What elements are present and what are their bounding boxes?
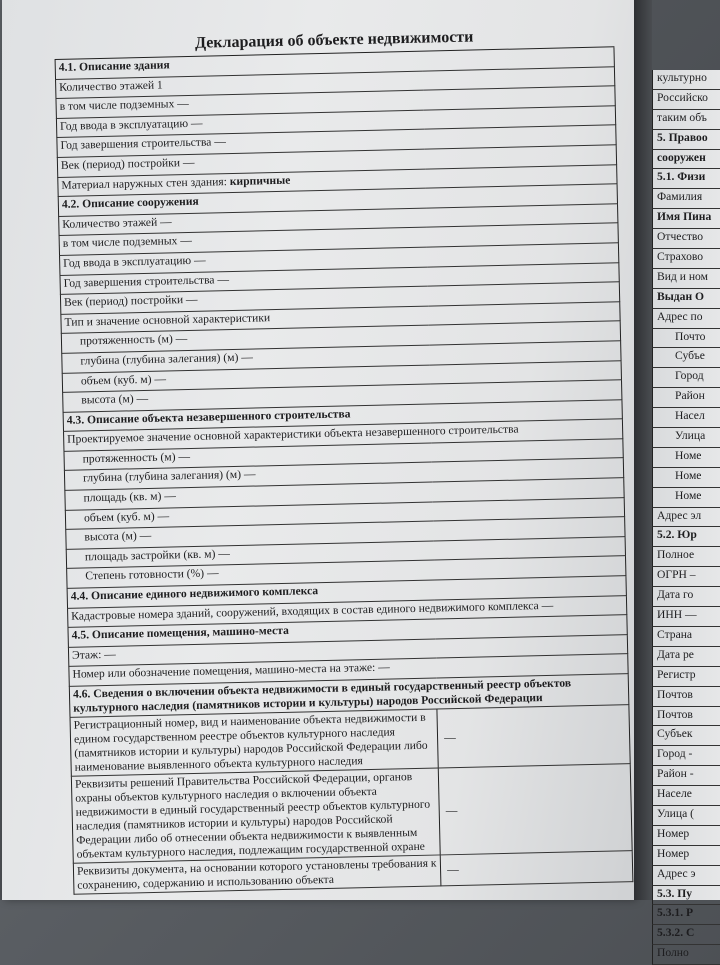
form-row-text: протяженность (м) — <box>61 321 620 353</box>
form-row-text: высота (м) — <box>66 517 625 549</box>
form-row-text: Год завершения строительства — <box>60 262 619 294</box>
right-page-row: 5.2. Юр <box>652 527 720 547</box>
form-row-text: объем (куб. м) — <box>65 497 624 529</box>
right-page-row: Почто <box>652 329 720 349</box>
right-page-row: Город - <box>652 746 720 766</box>
section-title: 4.4. Описание единого недвижимого комплекса <box>67 576 626 608</box>
form-row-text: Количество этажей — <box>59 204 618 236</box>
right-page-row: Район <box>652 388 720 408</box>
right-page-row: Дата ре <box>652 647 720 667</box>
form-row-text: Год ввода в эксплуатацию — <box>56 106 615 138</box>
right-page-row: Район - <box>652 766 720 786</box>
right-page-row: Насел <box>652 408 720 428</box>
right-page-row: 5.3.1. Р <box>652 905 720 925</box>
form-row-text: Количество этажей 1 <box>56 66 615 98</box>
right-page-row: 5. Правоо <box>652 130 720 150</box>
right-page-row: сооружен <box>652 150 720 170</box>
right-page-row: Вид и ном <box>652 269 720 289</box>
form-row-text: площадь (кв. м) — <box>65 478 624 510</box>
heritage-row-value: — <box>438 764 632 855</box>
right-page-row: Российско <box>652 90 720 110</box>
form-row-text: площадь застройки (кв. м) — <box>66 537 625 569</box>
right-page-row: Полное <box>652 547 720 567</box>
form-row-text: Год ввода в эксплуатацию — <box>60 243 619 275</box>
book-gutter <box>634 0 652 900</box>
right-page-row: Регистр <box>652 667 720 687</box>
heritage-row <box>71 764 632 864</box>
right-page-row: 5.3. Пу <box>652 886 720 906</box>
right-page-row: Дата го <box>652 587 720 607</box>
right-page-row: ИНН — <box>652 607 720 627</box>
section-title: 4.1. Описание здания <box>55 47 614 79</box>
right-page-row: 5.1. Физи <box>652 169 720 189</box>
form-row-text: Этаж: — <box>68 634 627 666</box>
page-title: Декларация об объекте недвижимости <box>54 21 614 60</box>
right-page-row: Страхово <box>652 249 720 269</box>
form-row-text: глубина (глубина залегания) (м) — <box>64 458 623 490</box>
right-page-row: Почтов <box>652 687 720 707</box>
section-title: 4.2. Описание сооружения <box>58 184 617 216</box>
form-row-text: Степень готовности (%) — <box>67 556 626 588</box>
right-page-rows <box>652 70 720 965</box>
heritage-row-label: Реквизиты документа, на основании которого установлены требования к сохранению, содержанию и использованию объекта <box>73 855 441 894</box>
form-row-text: Год завершения строительства — <box>57 125 616 157</box>
form-row-text: в том числе подземных — <box>59 223 618 255</box>
right-page-row: Улица <box>652 428 720 448</box>
right-page-row: таким объ <box>652 110 720 130</box>
right-page-row: Субъе <box>652 348 720 368</box>
form-row-text: высота (м) — <box>63 380 622 412</box>
heritage-row-label: Реквизиты решений Правительства Российской Федерации, органов охраны объектов культурного наследия о включении объекта недвижимости в единый государственный реестр объектов культурного наследия (памятников истории и культуры) народов Российской Федерации либо об отнесении объекта недвижимости к выявленным объектам культурного наследия, подлежащим государственной охране <box>71 768 440 863</box>
right-page-row: Выдан О <box>652 289 720 309</box>
form-row-text: Тип и значение основной характеристики <box>61 301 620 333</box>
right-page-row: Страна <box>652 627 720 647</box>
right-page-row: 5.3.2. С <box>652 925 720 945</box>
right-page-row: Город <box>652 368 720 388</box>
right-page-row: Адрес по <box>652 309 720 329</box>
form-row-text: Век (период) постройки — <box>57 145 616 177</box>
heritage-row-value: — <box>437 705 630 768</box>
section-4-6-title: 4.6. Сведения о включении объекта недвижимости в единый государственный реестр объектов культурного наследия (памятников истории и культуры) народов Российской Федерации <box>69 674 629 718</box>
right-page-row: Фамилия <box>652 189 720 209</box>
form-row-text: объем (куб. м) — <box>62 360 621 392</box>
left-page <box>2 0 634 900</box>
form-row-value: кирпичные <box>229 173 291 188</box>
form-row-text: глубина (глубина залегания) (м) — <box>62 341 621 373</box>
form-row-text: Проектируемое значение основной характеристики объекта незавершенного строительства <box>64 419 623 451</box>
right-page-row: Почтов <box>652 707 720 727</box>
right-page-row: Номер <box>652 846 720 866</box>
form-row-text: в том числе подземных — <box>56 86 615 118</box>
form-table <box>55 47 634 894</box>
right-page-row: Субъек <box>652 726 720 746</box>
right-page-row: Номе <box>652 448 720 468</box>
heritage-row-label: Регистрационный номер, вид и наименование объекта недвижимости в едином государственном реестре объектов культурного наследия (памятников истории и культуры) народов Российской Федерации либо наименование выявленного объекта культурного наследия <box>70 709 438 776</box>
form-row-label: Материал наружных стен здания: <box>61 174 230 192</box>
form-row-text: Кадастровые номера зданий, сооружений, входящих в состав единого недвижимого комплекса — <box>68 595 627 627</box>
section-title: 4.5. Описание помещения, машино-места <box>68 615 627 647</box>
right-page <box>652 70 720 960</box>
form-row-text: Век (период) постройки — <box>60 282 619 314</box>
right-page-row: Номер <box>652 826 720 846</box>
right-page-row: Полно <box>652 945 720 965</box>
right-page-row: ОГРН – <box>652 567 720 587</box>
form-row-text: Номер или обозначение помещения, машино-места на этаже: — <box>69 654 628 686</box>
right-page-row: Адрес э <box>652 866 720 886</box>
heritage-row-value: — <box>440 851 633 886</box>
declaration-form <box>54 21 633 894</box>
right-page-row: Отчество <box>652 229 720 249</box>
right-page-row: Номе <box>652 488 720 508</box>
section-title: 4.3. Описание объекта незавершенного строительства <box>63 399 622 431</box>
form-row-text: протяженность (м) — <box>64 439 623 471</box>
right-page-row: Населе <box>652 786 720 806</box>
right-page-row: Улица ( <box>652 806 720 826</box>
right-page-row: Номе <box>652 468 720 488</box>
right-page-row: Адрес эл <box>652 508 720 528</box>
right-page-row: культурно <box>652 70 720 90</box>
right-page-row: Имя Пина <box>652 209 720 229</box>
